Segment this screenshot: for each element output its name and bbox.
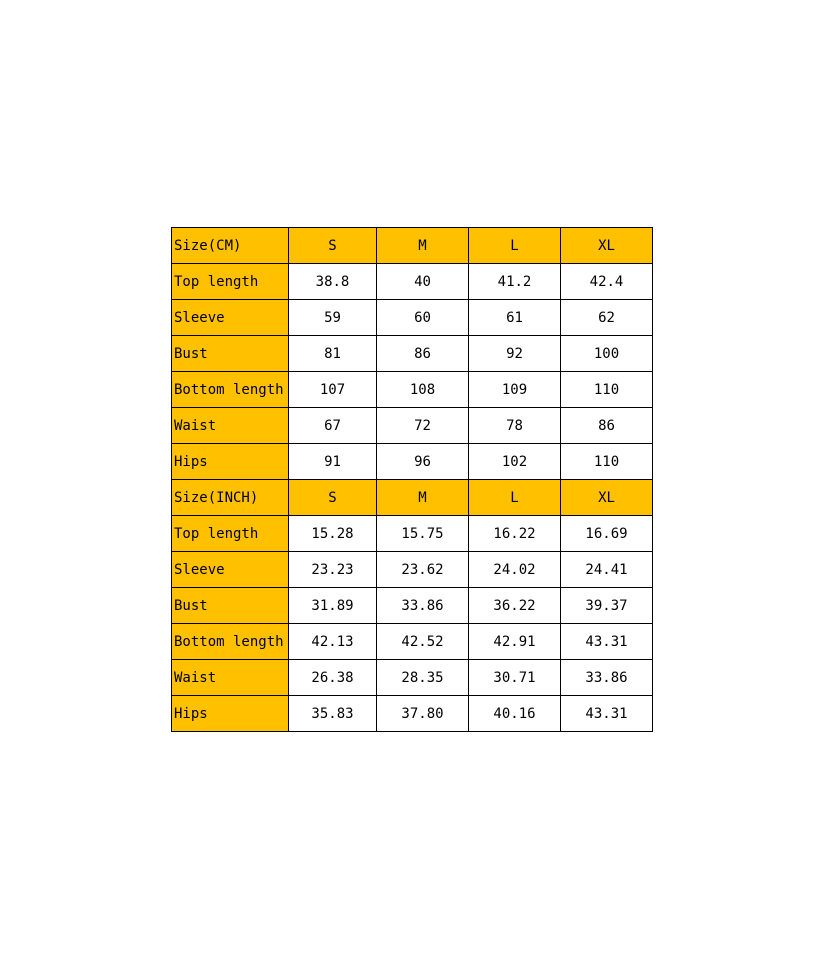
table-cell: 109 bbox=[469, 372, 561, 408]
table-cell: 23.62 bbox=[377, 552, 469, 588]
table-cell: 86 bbox=[561, 408, 653, 444]
table-cell: 33.86 bbox=[377, 588, 469, 624]
row-label: Hips bbox=[172, 696, 289, 732]
table-cell: 78 bbox=[469, 408, 561, 444]
table-row bbox=[172, 552, 653, 588]
unit-label-inch: Size(INCH) bbox=[172, 480, 289, 516]
table-cell: 92 bbox=[469, 336, 561, 372]
row-label: Sleeve bbox=[172, 300, 289, 336]
size-header-xl: XL bbox=[561, 228, 653, 264]
table-cell: 108 bbox=[377, 372, 469, 408]
header-row-cm bbox=[172, 228, 653, 264]
table-cell: 31.89 bbox=[289, 588, 377, 624]
table-cell: 100 bbox=[561, 336, 653, 372]
table-cell: 30.71 bbox=[469, 660, 561, 696]
table-cell: 62 bbox=[561, 300, 653, 336]
table-cell: 15.75 bbox=[377, 516, 469, 552]
row-label: Hips bbox=[172, 444, 289, 480]
table-row bbox=[172, 696, 653, 732]
size-header-s: S bbox=[289, 480, 377, 516]
table-cell: 72 bbox=[377, 408, 469, 444]
table-cell: 41.2 bbox=[469, 264, 561, 300]
row-label: Sleeve bbox=[172, 552, 289, 588]
header-row-inch bbox=[172, 480, 653, 516]
size-header-l: L bbox=[469, 228, 561, 264]
table-cell: 91 bbox=[289, 444, 377, 480]
table-cell: 42.91 bbox=[469, 624, 561, 660]
size-header-m: M bbox=[377, 480, 469, 516]
row-label: Waist bbox=[172, 660, 289, 696]
table-cell: 16.69 bbox=[561, 516, 653, 552]
size-header-l: L bbox=[469, 480, 561, 516]
table-cell: 38.8 bbox=[289, 264, 377, 300]
size-header-s: S bbox=[289, 228, 377, 264]
table-cell: 110 bbox=[561, 444, 653, 480]
row-label: Top length bbox=[172, 516, 289, 552]
table-cell: 23.23 bbox=[289, 552, 377, 588]
table-cell: 43.31 bbox=[561, 624, 653, 660]
size-chart-body bbox=[172, 228, 653, 732]
table-row bbox=[172, 516, 653, 552]
size-header-m: M bbox=[377, 228, 469, 264]
row-label: Bottom length bbox=[172, 624, 289, 660]
table-row bbox=[172, 660, 653, 696]
row-label: Bust bbox=[172, 588, 289, 624]
table-cell: 42.13 bbox=[289, 624, 377, 660]
table-cell: 59 bbox=[289, 300, 377, 336]
size-header-xl: XL bbox=[561, 480, 653, 516]
table-cell: 110 bbox=[561, 372, 653, 408]
table-row bbox=[172, 336, 653, 372]
table-cell: 96 bbox=[377, 444, 469, 480]
table-cell: 61 bbox=[469, 300, 561, 336]
table-cell: 40.16 bbox=[469, 696, 561, 732]
table-cell: 15.28 bbox=[289, 516, 377, 552]
table-row bbox=[172, 264, 653, 300]
table-cell: 86 bbox=[377, 336, 469, 372]
row-label: Top length bbox=[172, 264, 289, 300]
table-row bbox=[172, 408, 653, 444]
table-row bbox=[172, 444, 653, 480]
table-cell: 36.22 bbox=[469, 588, 561, 624]
table-cell: 16.22 bbox=[469, 516, 561, 552]
table-cell: 35.83 bbox=[289, 696, 377, 732]
table-row bbox=[172, 300, 653, 336]
table-cell: 37.80 bbox=[377, 696, 469, 732]
table-cell: 43.31 bbox=[561, 696, 653, 732]
size-chart-table bbox=[171, 227, 653, 732]
table-cell: 24.41 bbox=[561, 552, 653, 588]
table-cell: 60 bbox=[377, 300, 469, 336]
table-cell: 42.4 bbox=[561, 264, 653, 300]
table-cell: 33.86 bbox=[561, 660, 653, 696]
table-cell: 40 bbox=[377, 264, 469, 300]
table-cell: 24.02 bbox=[469, 552, 561, 588]
table-row bbox=[172, 624, 653, 660]
table-cell: 42.52 bbox=[377, 624, 469, 660]
table-cell: 39.37 bbox=[561, 588, 653, 624]
table-cell: 81 bbox=[289, 336, 377, 372]
row-label: Bottom length bbox=[172, 372, 289, 408]
table-row bbox=[172, 372, 653, 408]
unit-label-cm: Size(CM) bbox=[172, 228, 289, 264]
row-label: Waist bbox=[172, 408, 289, 444]
table-cell: 102 bbox=[469, 444, 561, 480]
table-cell: 26.38 bbox=[289, 660, 377, 696]
table-row bbox=[172, 588, 653, 624]
row-label: Bust bbox=[172, 336, 289, 372]
table-cell: 107 bbox=[289, 372, 377, 408]
table-cell: 67 bbox=[289, 408, 377, 444]
table-cell: 28.35 bbox=[377, 660, 469, 696]
